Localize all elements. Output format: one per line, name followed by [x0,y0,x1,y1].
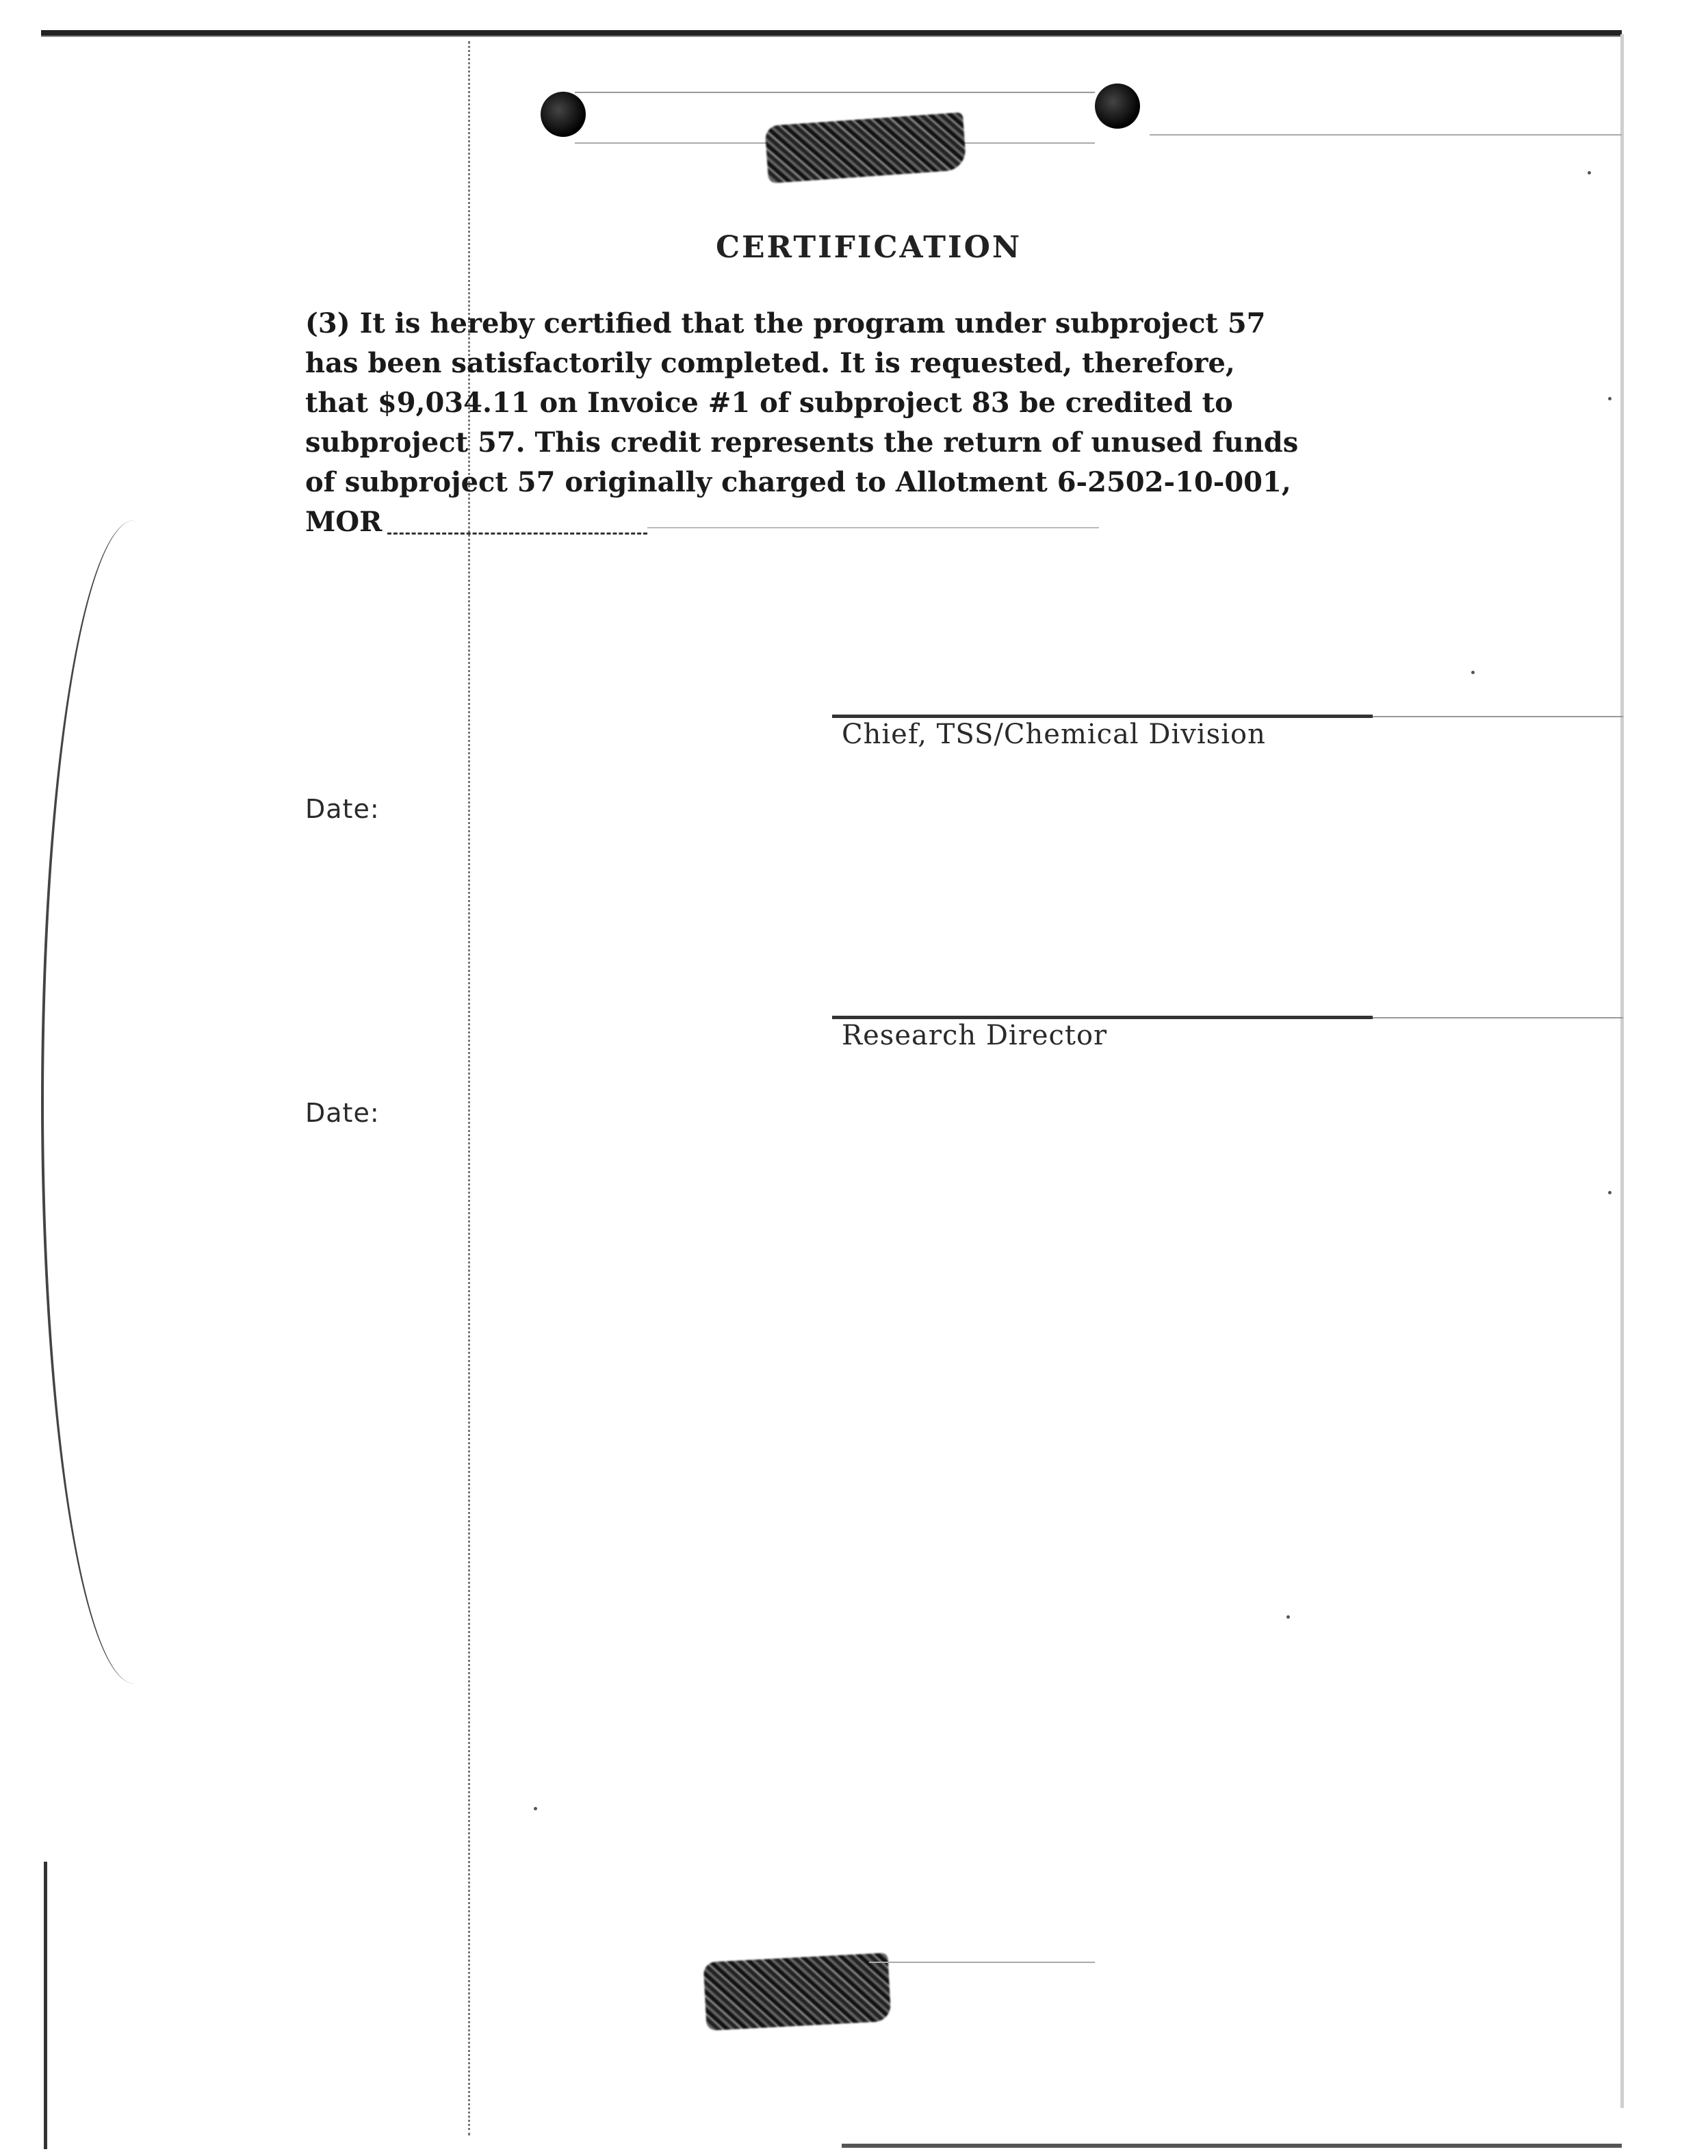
date-label-director: Date: [305,1098,380,1128]
redaction-mark-bottom [703,1953,892,2031]
scan-left-edge [44,1862,47,2149]
scan-speck [1588,171,1591,175]
mor-underline [387,532,647,535]
signature-line-chief [832,715,1373,718]
signature-line-director [832,1016,1373,1019]
footer-rule [869,1962,1095,1963]
scan-top-edge [41,30,1622,36]
page-curl-shadow [41,520,153,1684]
mor-underline-ext [647,527,1099,528]
punch-hole-right [1095,84,1140,129]
signature-line-director-ext [1373,1017,1623,1018]
scan-right-edge [1620,34,1624,2108]
scan-speck [1608,1191,1612,1194]
certification-paragraph: (3) It is hereby certified that the program under subproject 57 has been satisfactorily completed. It is requested, therefore, that $9,034.11 on Invoice #1 of subproject 83 be credited to subproject 57. This credit represents the return of unused funds of subproject 57 originally charged to Allotment 6-2502-10-001, MOR [305,307,1299,538]
punch-hole-left [541,92,586,137]
scan-speck [1286,1615,1290,1619]
signature-title-chief: Chief, TSS/Chemical Division [842,719,1266,750]
signature-title-director: Research Director [842,1020,1108,1051]
document-title: CERTIFICATION [716,230,1022,265]
scan-bottom-edge [842,2144,1622,2148]
scan-speck [534,1807,537,1810]
header-rule [1150,134,1622,136]
scan-speck [1608,397,1612,400]
scan-top-edge-shadow [41,36,1622,37]
signature-line-chief-ext [1373,716,1623,717]
scan-speck [1471,671,1475,674]
date-label-chief: Date: [305,794,380,824]
